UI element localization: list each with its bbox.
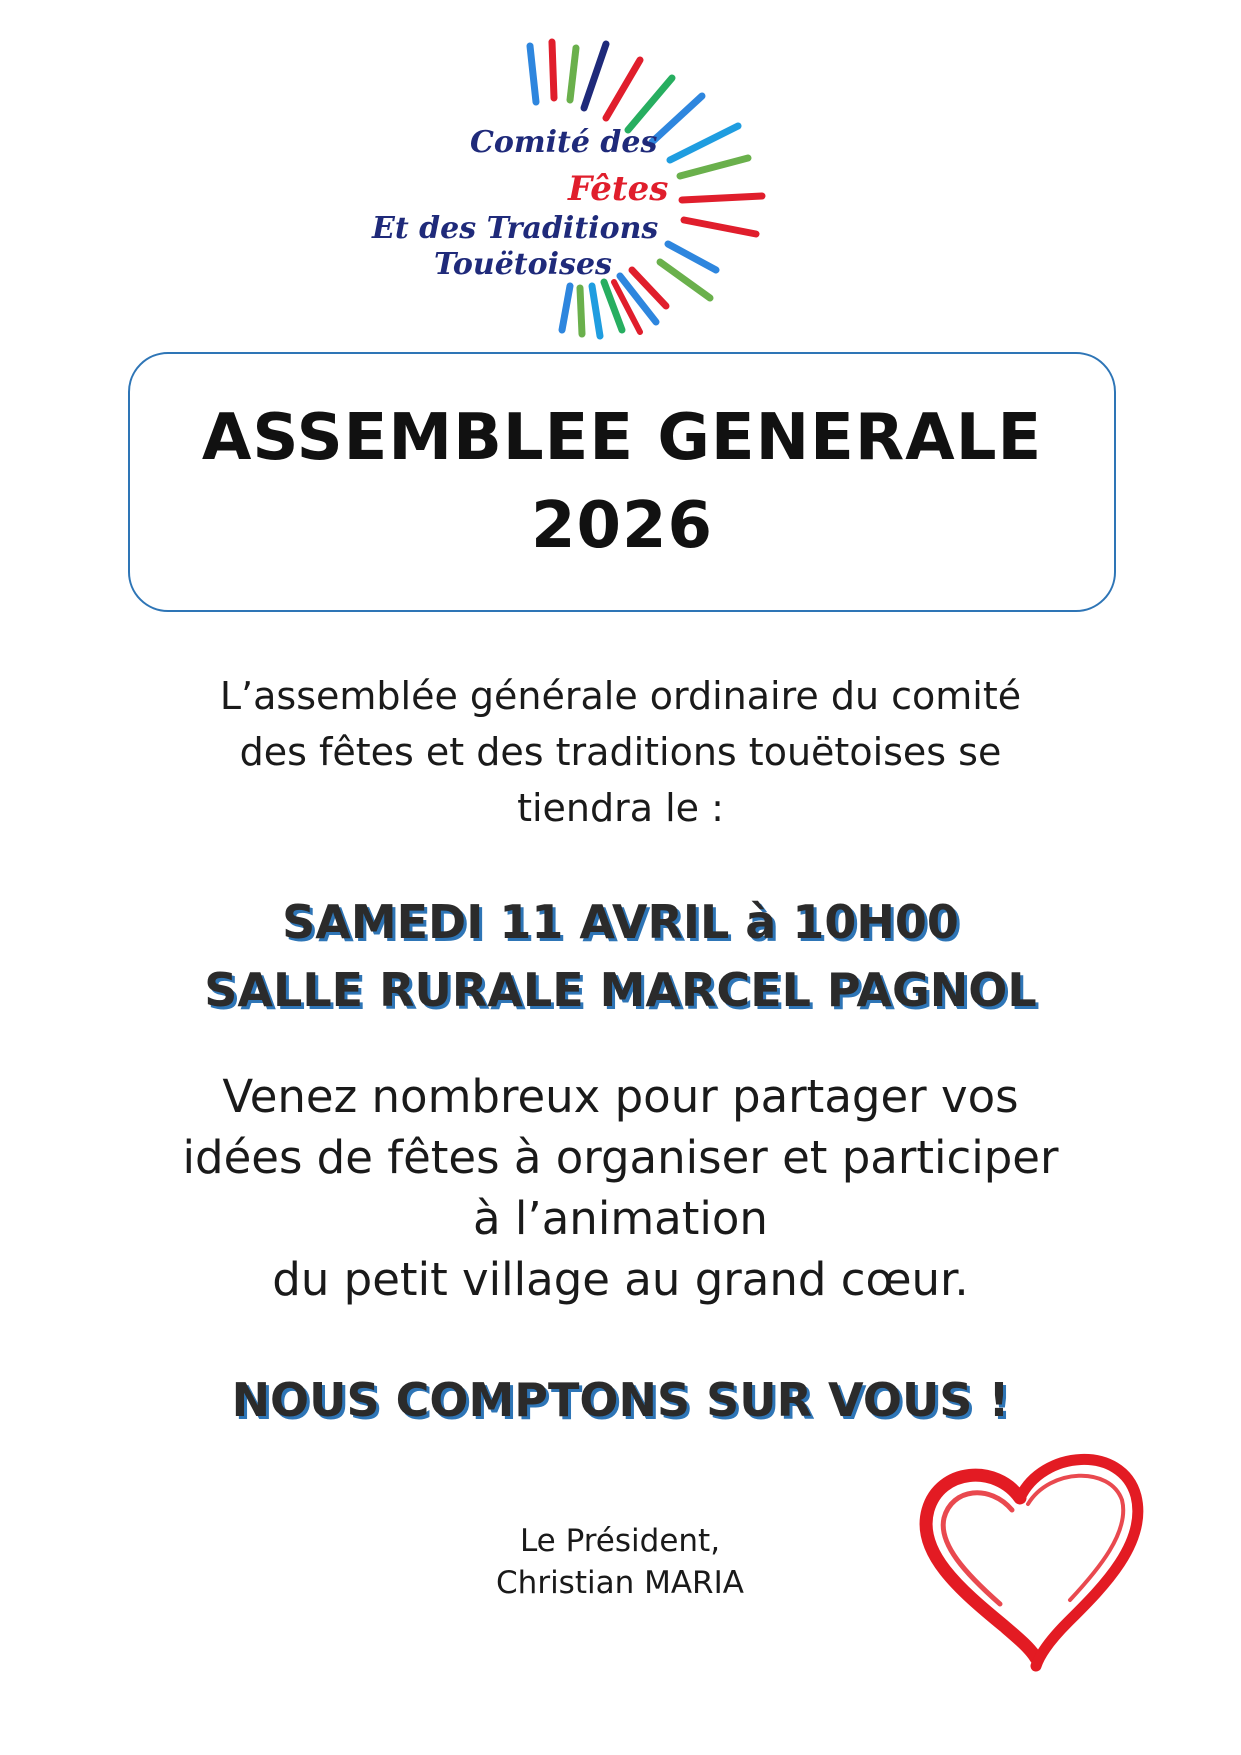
signature-name: Christian MARIA bbox=[496, 1565, 744, 1601]
closing-slogan: NOUS COMPTONS SUR VOUS ! bbox=[231, 1373, 1010, 1427]
fireworks-logo-icon bbox=[370, 30, 890, 350]
intro-line: des fêtes et des traditions touëtoises se bbox=[239, 730, 1002, 774]
logo-text-line2: Fêtes bbox=[568, 169, 669, 209]
logo-text-line1: Comité des bbox=[470, 125, 658, 160]
invitation-line: à l’animation bbox=[473, 1192, 768, 1245]
invitation-line: idées de fêtes à organiser et participer bbox=[182, 1131, 1059, 1184]
event-details bbox=[80, 888, 1161, 1024]
intro-paragraph bbox=[100, 668, 1141, 836]
heart-icon bbox=[900, 1440, 1160, 1680]
title-frame bbox=[128, 352, 1116, 612]
intro-line: tiendra le : bbox=[517, 786, 724, 830]
invitation-line: Venez nombreux pour partager vos bbox=[222, 1070, 1019, 1123]
heart-illustration bbox=[900, 1440, 1160, 1680]
intro-line: L’assemblée générale ordinaire du comité bbox=[219, 674, 1022, 718]
page-title: ASSEMBLEE GENERALE bbox=[201, 401, 1043, 475]
event-location: SALLE RURALE MARCEL PAGNOL bbox=[204, 963, 1037, 1017]
signature-role: Le Président, bbox=[519, 1523, 721, 1559]
signature-block bbox=[420, 1520, 820, 1604]
title-year: 2026 bbox=[530, 489, 714, 563]
invitation-paragraph bbox=[80, 1066, 1161, 1310]
event-date: SAMEDI 11 AVRIL à 10H00 bbox=[282, 895, 959, 949]
logo-text-line3: Et des Traditions bbox=[372, 211, 659, 246]
logo-text-line4: Touëtoises bbox=[434, 247, 612, 282]
invitation-line: du petit village au grand cœur. bbox=[272, 1253, 969, 1306]
committee-logo bbox=[370, 30, 890, 350]
